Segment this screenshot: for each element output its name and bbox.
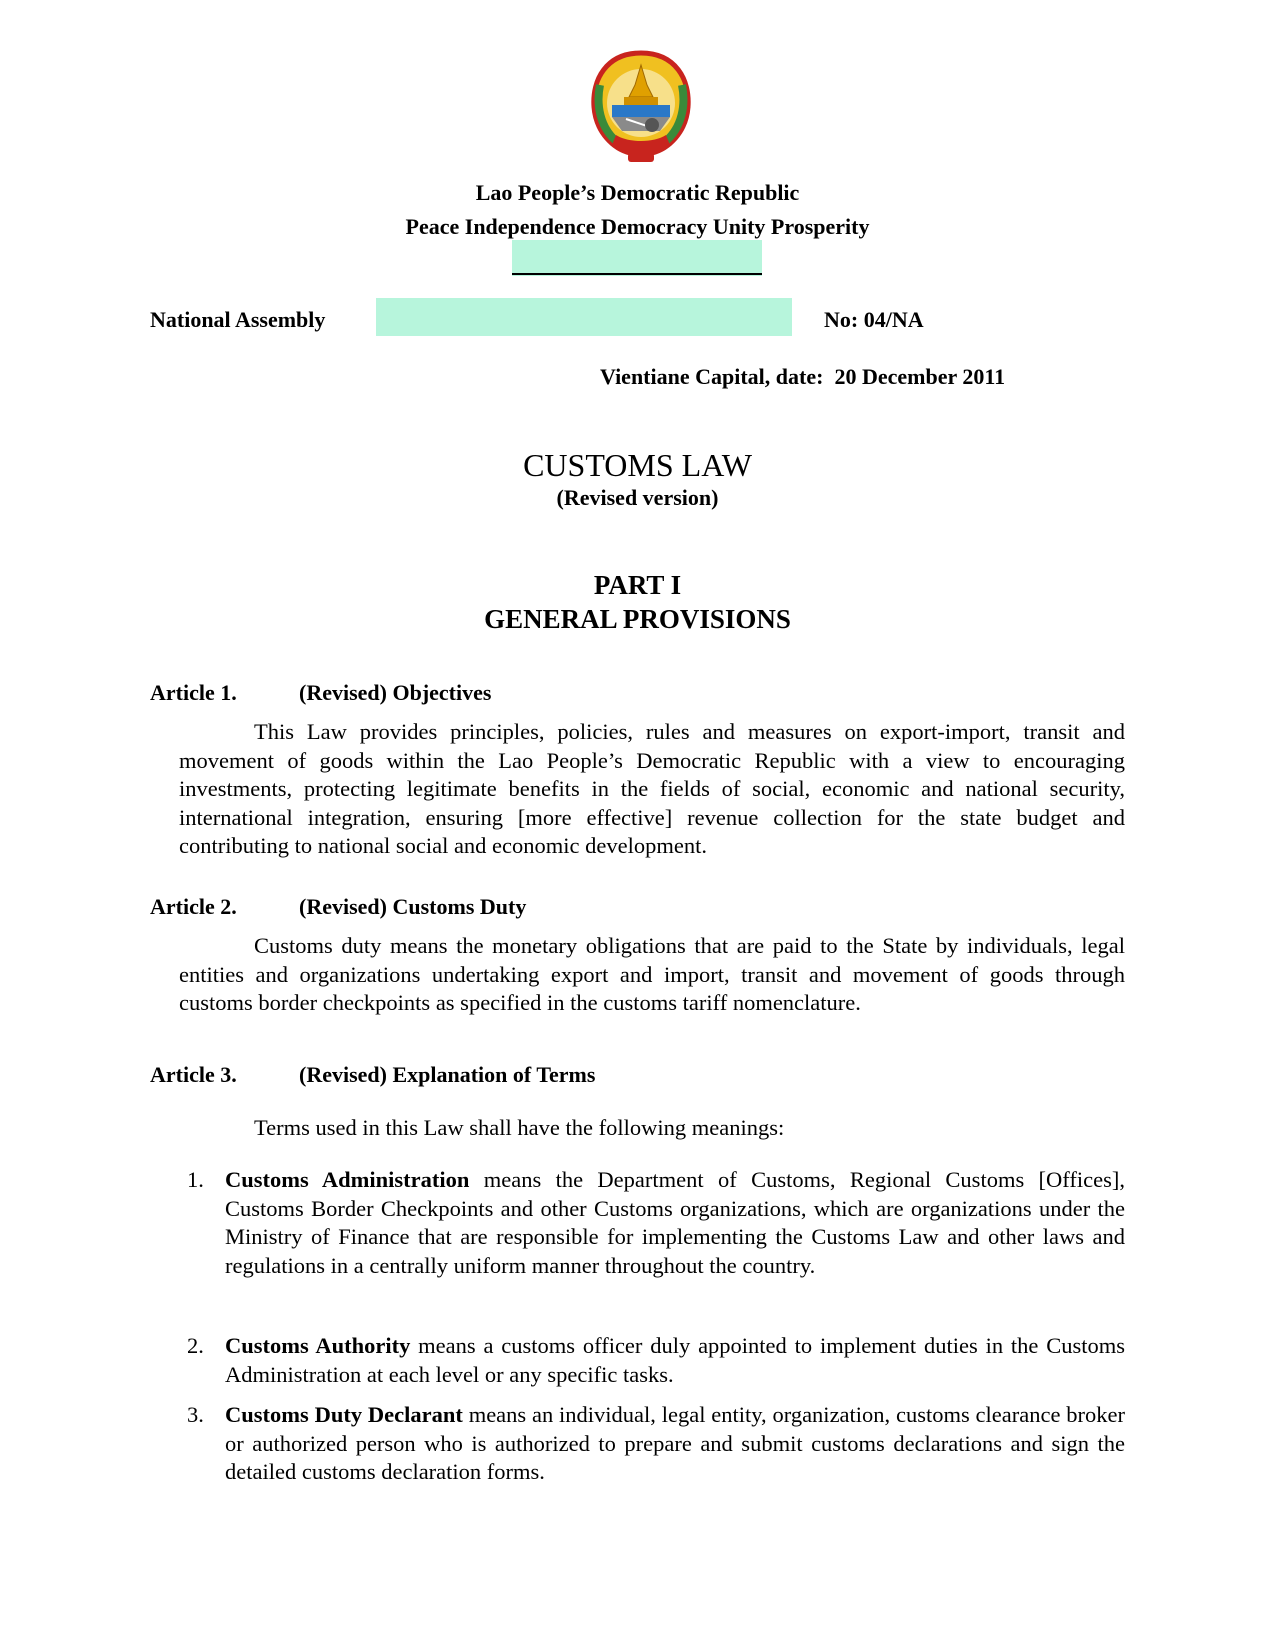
issuing-body: National Assembly: [150, 307, 326, 332]
article-body: Terms used in this Law shall have the following meanings:: [254, 1115, 785, 1140]
term-definition: means an individual, legal entity, organization, customs clearance broker or authorized person who is authorized to prepare and submit customs declarations and sign the detailed customs declaration forms.: [225, 1402, 1125, 1484]
article-title: (Revised) Customs Duty: [299, 894, 527, 919]
defined-term: Customs Administration: [225, 1167, 470, 1192]
document-number: No: 04/NA: [824, 307, 924, 332]
part-title: GENERAL PROVISIONS: [484, 604, 791, 634]
article-label: Article 3.: [150, 1062, 237, 1087]
term-definition: means a customs officer duly appointed to implement duties in the Customs Administration at each level or any specific tasks.: [225, 1333, 1125, 1387]
country-name: Lao People’s Democratic Republic: [475, 180, 800, 205]
article-heading: [150, 680, 492, 706]
article-title: (Revised) Explanation of Terms: [299, 1062, 596, 1087]
part-number: PART I: [593, 570, 682, 600]
defined-term: Customs Authority: [225, 1333, 411, 1358]
article-heading: [150, 1062, 596, 1088]
highlight-mark: [512, 240, 762, 276]
defined-term: Customs Duty Declarant: [225, 1402, 463, 1427]
list-number: 3.: [187, 1402, 204, 1427]
document-subtitle: (Revised version): [556, 485, 719, 510]
list-number: 2.: [187, 1333, 204, 1358]
highlight-mark: [376, 298, 792, 336]
list-number: 1.: [187, 1167, 204, 1192]
national-motto: Peace Independence Democracy Unity Prosperity: [405, 214, 870, 239]
article-label: Article 2.: [150, 894, 237, 919]
document-title: CUSTOMS LAW: [523, 447, 752, 483]
article-label: Article 1.: [150, 680, 237, 705]
article-title: (Revised) Objectives: [299, 680, 492, 705]
term-definition: means the Department of Customs, Regional Customs [Offices], Customs Border Checkpoints and other Customs organizations, which are organizations under the Ministry of Finance that are responsible for implementing the Customs Law and other laws and regulations in a centrally uniform manner throughout the country.: [225, 1167, 1125, 1278]
article-body: This Law provides principles, policies, rules and measures on export-import, transit and movement of goods within the Lao People’s Democratic Republic with a view to encouraging investments, protecting legitimate benefits in the fields of social, economic and national security, international integration, ensuring [more effective] revenue collection for the state budget and contributing to national social and economic development.: [179, 719, 1125, 858]
article-heading: [150, 894, 527, 920]
article-body: Customs duty means the monetary obligations that are paid to the State by individuals, legal entities and organizations undertaking export and import, transit and movement of goods through customs border checkpoints as specified in the customs tariff nomenclature.: [179, 933, 1125, 1015]
lao-national-emblem: [586, 45, 696, 170]
separator-underline: [512, 273, 762, 275]
place-and-date: Vientiane Capital, date: 20 December 2011: [600, 364, 1006, 389]
